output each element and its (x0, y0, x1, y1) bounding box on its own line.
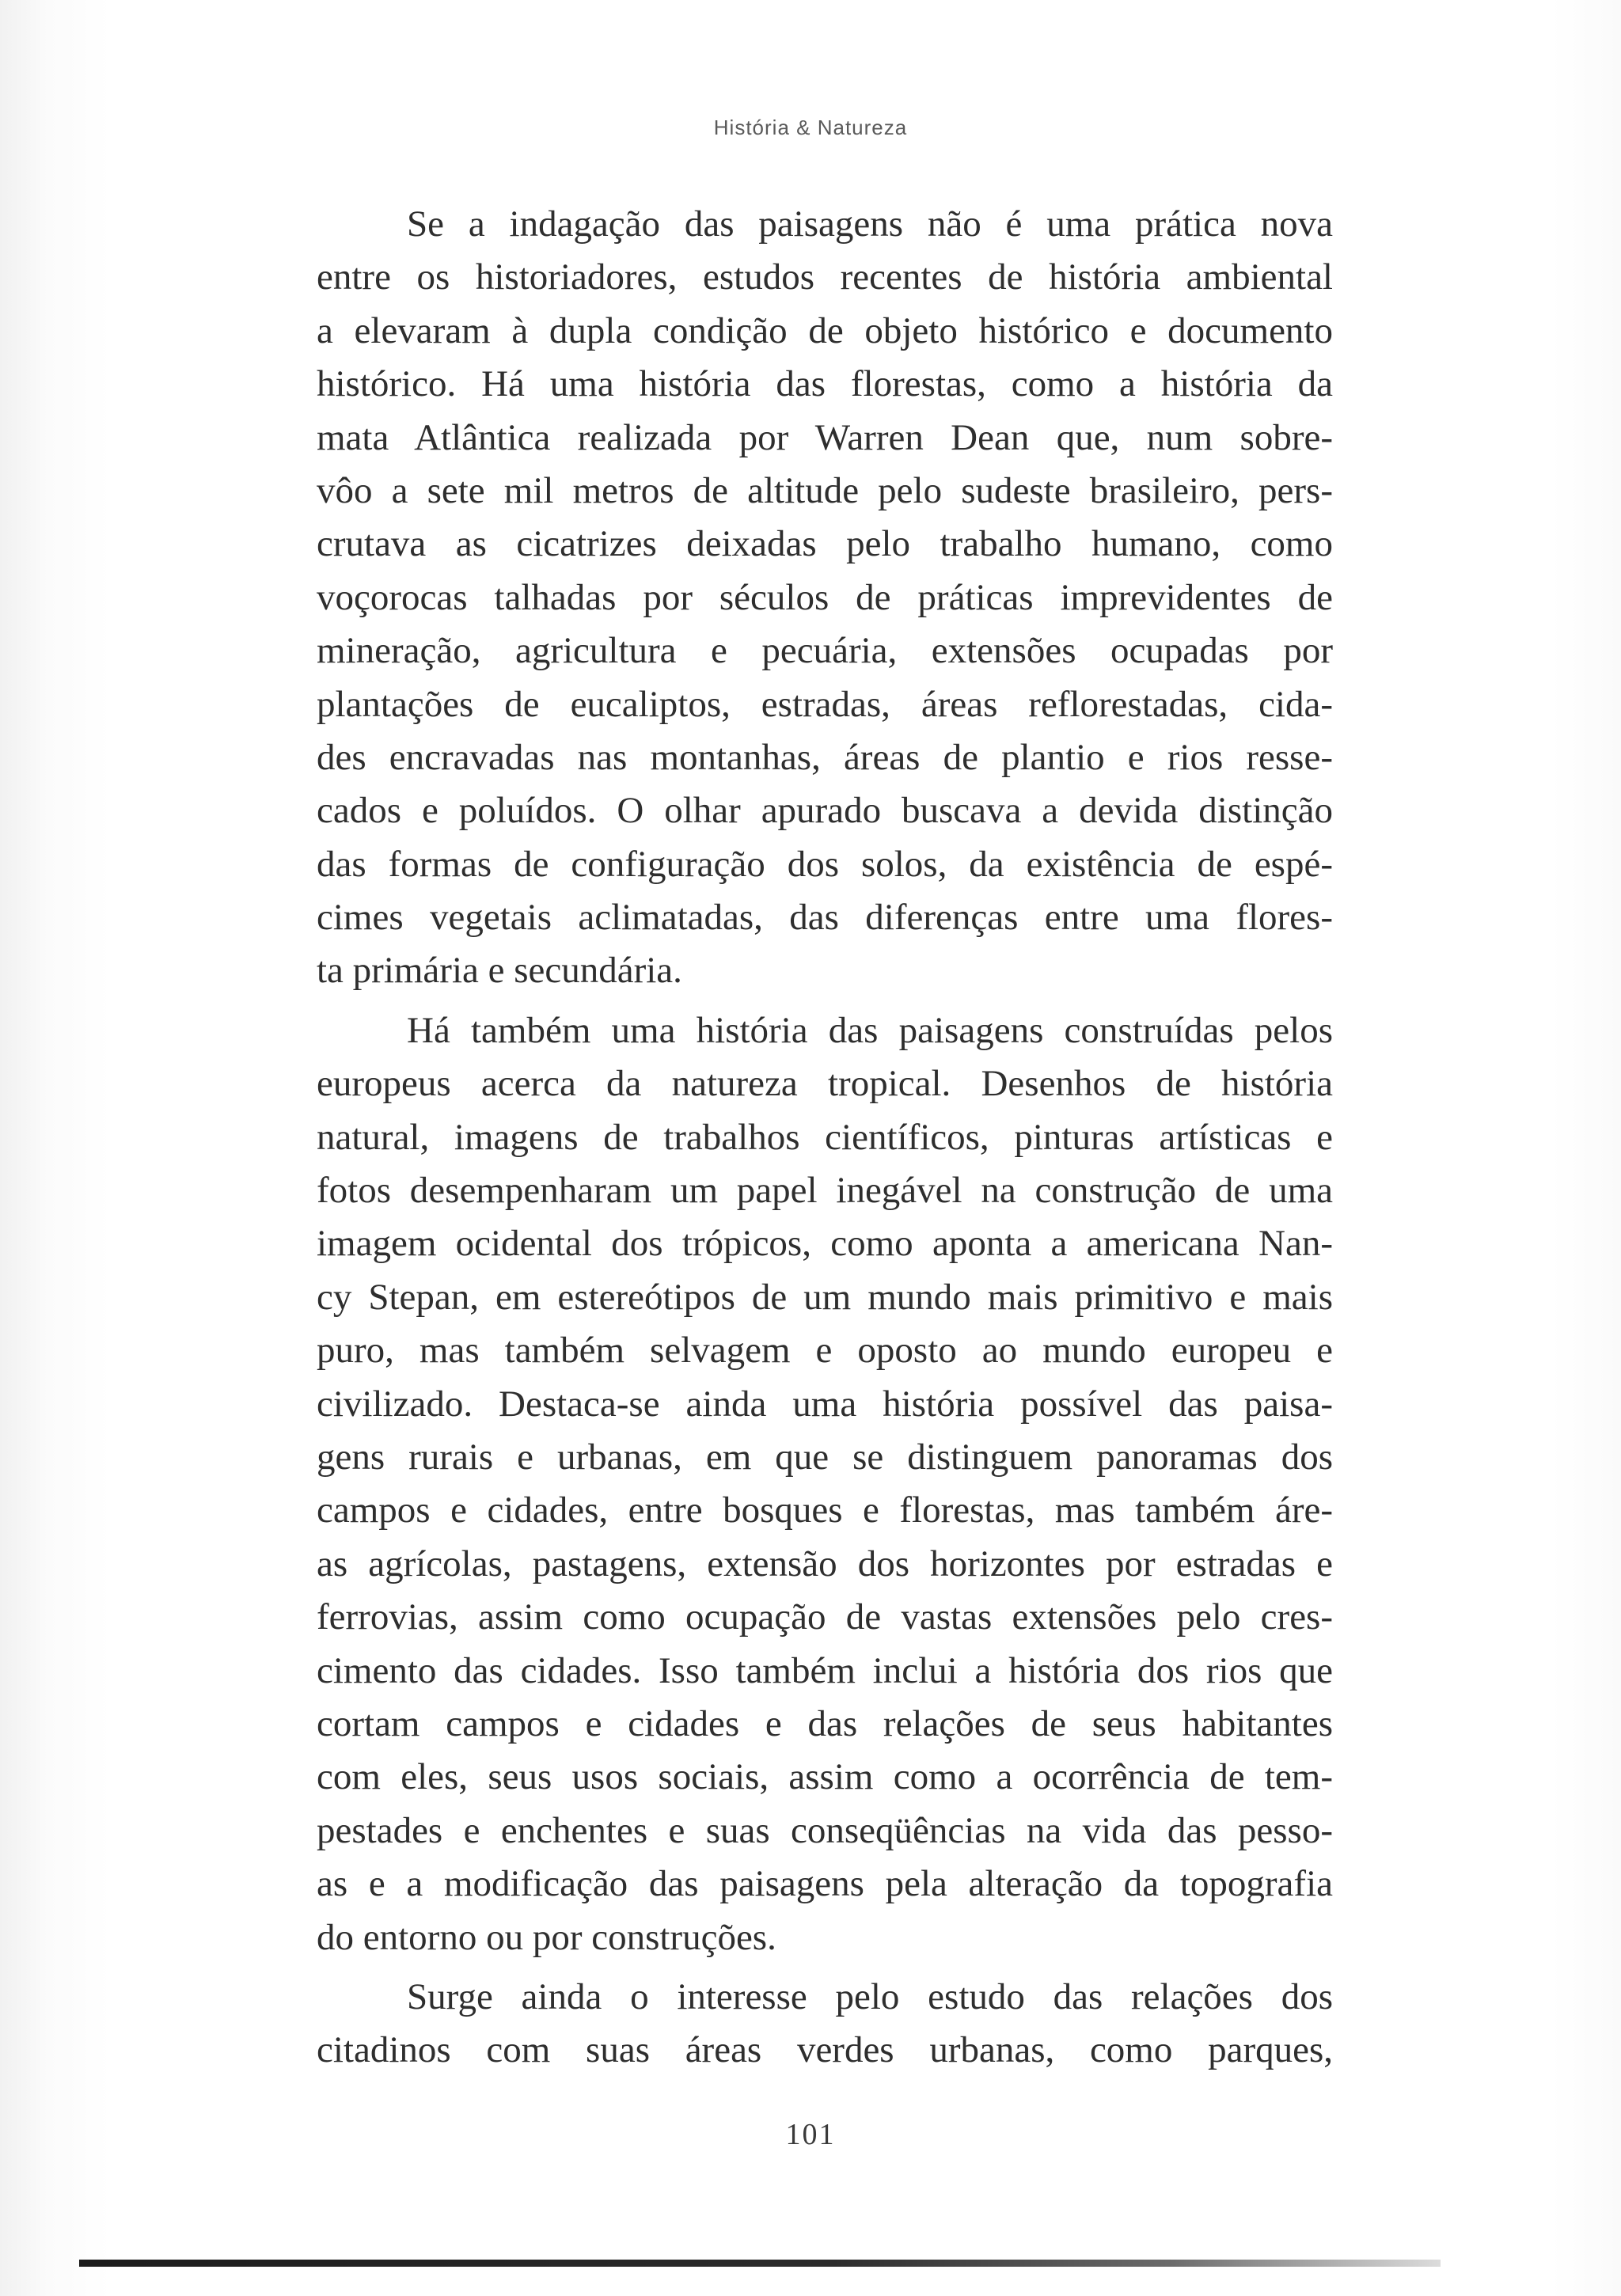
text-line: as agrícolas, pastagens, extensão dos horizontes por estradas e (317, 1543, 1333, 1584)
text-line: gens rurais e urbanas, em que se distinguem panoramas dos (317, 1436, 1333, 1478)
text-line: campos e cidades, entre bosques e florestas, mas também áre- (317, 1490, 1333, 1531)
text-line: com eles, seus usos sociais, assim como a ocorrência de tem- (317, 1756, 1333, 1798)
text-line: Surge ainda o interesse pelo estudo das relações dos (407, 1975, 1333, 2017)
text-line: Se a indagação das paisagens não é uma prática nova (407, 203, 1333, 245)
text-line: histórico. Há uma história das florestas, como a história da (317, 363, 1333, 405)
text-line: do entorno ou por construções. (317, 1916, 776, 1958)
text-line: mata Atlântica realizada por Warren Dean que, num sobre- (317, 416, 1333, 458)
text-line: cimes vegetais aclimatadas, das diferenças entre uma flores- (317, 897, 1333, 939)
text-line: mineração, agricultura e pecuária, extensões ocupadas por (317, 630, 1333, 672)
text-line: crutava as cicatrizes deixadas pelo trabalho humano, como (317, 523, 1333, 565)
scan-edge-shadow (79, 2260, 1441, 2267)
text-line: cortam campos e cidades e das relações de seus habitantes (317, 1702, 1333, 1744)
text-line: a elevaram à dupla condição de objeto histórico e documento (317, 309, 1333, 351)
text-line: ta primária e secundária. (317, 950, 682, 992)
body-text (317, 198, 1333, 2078)
text-line: cados e poluídos. O olhar apurado buscava a devida distinção (317, 790, 1333, 832)
text-line: as e a modificação das paisagens pela alteração da topografia (317, 1863, 1333, 1905)
text-line: citadinos com suas áreas verdes urbanas, como parques, (317, 2029, 1333, 2071)
text-line: ferrovias, assim como ocupação de vastas extensões pelo cres- (317, 1596, 1333, 1638)
paragraph-3 (317, 1971, 1333, 2078)
text-line: europeus acerca da natureza tropical. Desenhos de história (317, 1063, 1333, 1105)
text-line: plantações de eucaliptos, estradas, áreas reflorestadas, cida- (317, 683, 1333, 725)
text-line: des encravadas nas montanhas, áreas de plantio e rios resse- (317, 736, 1333, 778)
text-line: voçorocas talhadas por séculos de práticas imprevidentes de (317, 576, 1333, 618)
text-line: imagem ocidental dos trópicos, como aponta a americana Nan- (317, 1223, 1333, 1265)
page-number: 101 (785, 2118, 836, 2151)
paragraph-2 (317, 1004, 1333, 1964)
text-line: pestades e enchentes e suas conseqüências na vida das pesso- (317, 1809, 1333, 1851)
text-line: Há também uma história das paisagens construídas pelos (407, 1009, 1333, 1051)
text-line: puro, mas também selvagem e oposto ao mundo europeu e (317, 1330, 1333, 1372)
text-line: vôo a sete mil metros de altitude pelo sudeste brasileiro, pers- (317, 469, 1333, 511)
text-line: fotos desempenharam um papel inegável na construção de uma (317, 1170, 1333, 1212)
text-line: entre os historiadores, estudos recentes de história ambiental (317, 256, 1333, 298)
text-line: cimento das cidades. Isso também inclui a história dos rios que (317, 1649, 1333, 1691)
paragraph-1 (317, 198, 1333, 998)
paragraph-gap (317, 998, 1333, 1004)
running-header: História & Natureza (713, 116, 908, 139)
text-line: natural, imagens de trabalhos científicos, pinturas artísticas e (317, 1116, 1333, 1158)
text-line: civilizado. Destaca-se ainda uma história possível das paisa- (317, 1383, 1333, 1425)
text-line: cy Stepan, em estereótipos de um mundo mais primitivo e mais (317, 1276, 1333, 1318)
text-line: das formas de configuração dos solos, da existência de espé- (317, 843, 1333, 885)
paragraph-gap (317, 1964, 1333, 1971)
